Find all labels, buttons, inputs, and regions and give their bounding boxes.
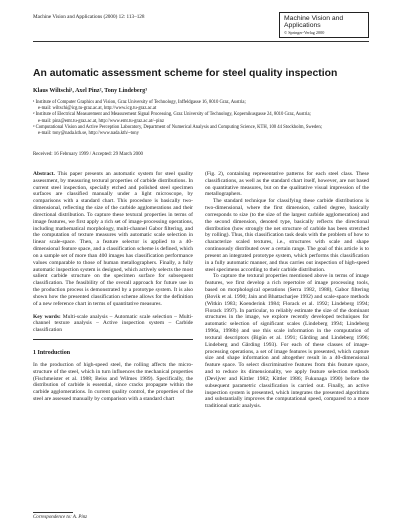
abstract-label: Abstract. [33, 171, 55, 177]
keywords-label: Key words: [33, 313, 61, 320]
authors: Klaus Wiltschi¹, Axel Pinz², Tony Lindeberg³ [33, 88, 148, 94]
affiliation-3: ³ Computational Vision and Active Perception Laboratory, Department of Numerical Analysis and Computing Science, KTH, 100 44 Stockholm, Sweden; [33, 124, 322, 130]
section-heading-introduction: 1 Introduction [33, 350, 71, 357]
header-divider [33, 41, 369, 42]
journal-copyright: © Springer-Verlag 2000 [284, 29, 325, 35]
journal-name-line1: Machine Vision and [284, 15, 344, 22]
affiliation-2: ² Institute of Electrical Measurement and Measurement Signal Processing, Graz University of Technology, Kopernikusgasse 24, 8010 Graz, Austria; [33, 112, 311, 118]
journal-logo-box [279, 12, 369, 38]
received-date: Received: 16 February 1999 / Accepted: 29 March 2000 [33, 152, 144, 157]
right-paragraph-2: The standard technique for classifying these carbide distributions is two-dimensional, where the first dimension, called degree, basically corresponds to size (to the size of the largest carbide agglomeration) and the second dimension, denoted type, basically reflects the directional distribution (how strongly the net structure of carbide has been stretched by rolling). Thus, this classification task deals with the problem of how to characterize scaled textures, i.e., structures with scale and shape continuously distributed over a certain range. The goal of this article is to present an integrated prototype system, which performs this classification in a fully automatic manner, and thus carries out inspection of high-speed steel specimens according to their carbide distribution. [205, 198, 369, 273]
keywords-text: Multi-scale analysis – Automatic scale selection – Multi-channel texture analysis – Active inspection system – Carbide classification [33, 313, 193, 334]
affiliations [33, 100, 373, 137]
introduction-paragraph: In the production of high-speed steel, the rolling affects the micro-structure of the steel, which in turn influences the mechanical properties (Fischmeister et al. 1988; Beiss and Wilmes 1989). Specifically, the distribution of carbide is essential, since cracks propagate within the carbide agglomerations. In current quality control, the properties of the steel are assessed manually by comparison with a standard chart [33, 361, 193, 403]
footnote-rule [33, 512, 73, 513]
running-head: Machine Vision and Applications (2000) 12: 113–128 [33, 14, 145, 20]
keywords-paragraph [33, 314, 193, 334]
affiliation-2-email: e-mail: pinz@emt.tu-graz.ac.at, http://www.emt.tu-graz.ac.at/~pinz [38, 118, 165, 124]
right-paragraph-3: To capture the textural properties mentioned above in terms of image features, we first develop a rich repertoire of image processing tools, based on morphological operations (Serra 1982, 1988), Gabor filtering (Bovik et al. 1990; Jain and Bhattacharjee 1992) and scale-space methods (Witkin 1983; Koenderink 1984; Florack et al. 1992; Lindeberg 1994; Florack 1997). In particular, to reliably estimate the size of the dominant structures in the image, we explore recently developed techniques for automatic selection of significant scales (Lindeberg 1994; Lindeberg 1996a, 1998b) and use this scale information in the computation of textural descriptors (Bigün et al. 1991; Gårding and Lindeberg 1996; Lindeberg and Gårding 1993). For each of these classes of image-processing operations, a set of image features is presented, which capture size and shape information and altogether result in a 40-dimensional feature space. To select discriminative features from this feature space, and to reduce its dimensionality, we apply feature selection methods (Devijver and Kittler 1982; Kittler 1986; Fukunaga 1990) before the subsequent parametric classification is carried out. Finally, an active inspection system is presented, which integrates the presented algorithms and substantially improves the computational speed, compared to a more traditional static analysis. [205, 273, 369, 410]
affiliation-1: ¹ Institute of Computer Graphics and Vision, Graz University of Technology, Inffeldgasse 16, 8010 Graz, Austria; [33, 100, 246, 105]
abstract-paragraph [33, 171, 193, 308]
right-paragraph-1: (Fig. 2), containing representative patterns for each steel class. These classifications, as well as the standard chart itself, however, are not based on quantitative measures, but on the qualitative visual impression of the metallographers. [205, 171, 369, 198]
journal-name-line2: Applications [284, 22, 321, 30]
paper-title: An automatic assessment scheme for steel quality inspection [33, 68, 338, 79]
right-column [205, 171, 369, 410]
affiliation-3-email: e-mail: tony@nada.kth.se, http://www.nada.kth/~tony [38, 131, 139, 137]
affiliation-1-email: e-mail: wiltschi@icg.tu-graz.ac.at, http://www.icg.tu-graz.ac.at [38, 106, 157, 112]
correspondence-footnote: Correspondence to: A. Pinz [33, 515, 88, 520]
left-column [33, 171, 193, 403]
abstract-text: This paper presents an automatic system for steel quality assessment, by measuring textural properties of carbide distributions. In current steel inspection, specially etched and polished steel specimen surfaces are classified manually under a light microscope, by comparisons with a standard chart. This procedure is basically two-dimensional, reflecting the size of the carbide agglomerations and their directional distribution. To capture these textural properties in terms of image features, we first apply a rich set of image-processing operations, including mathematical morphology, multi-channel Gabor filtering, and the computation of texture measures with automatic scale selection in linear scale-space. Then, a feature selector is applied to a 40-dimensional feature space, and a classification scheme is defined, which on a sample set of more than 400 images has classification performance values comparable to those of human metallographers. Finally, a fully automatic inspection system is designed, which actively selects the most salient carbide structure on the specimen surface for subsequent classification. The feasibility of the overall approach for future use in the production process is demonstrated by a prototype system. It is also shown how the presented classification scheme allows for the definition of a new reference chart in terms of quantitative measures. [33, 171, 194, 307]
abstract-block [33, 171, 193, 340]
